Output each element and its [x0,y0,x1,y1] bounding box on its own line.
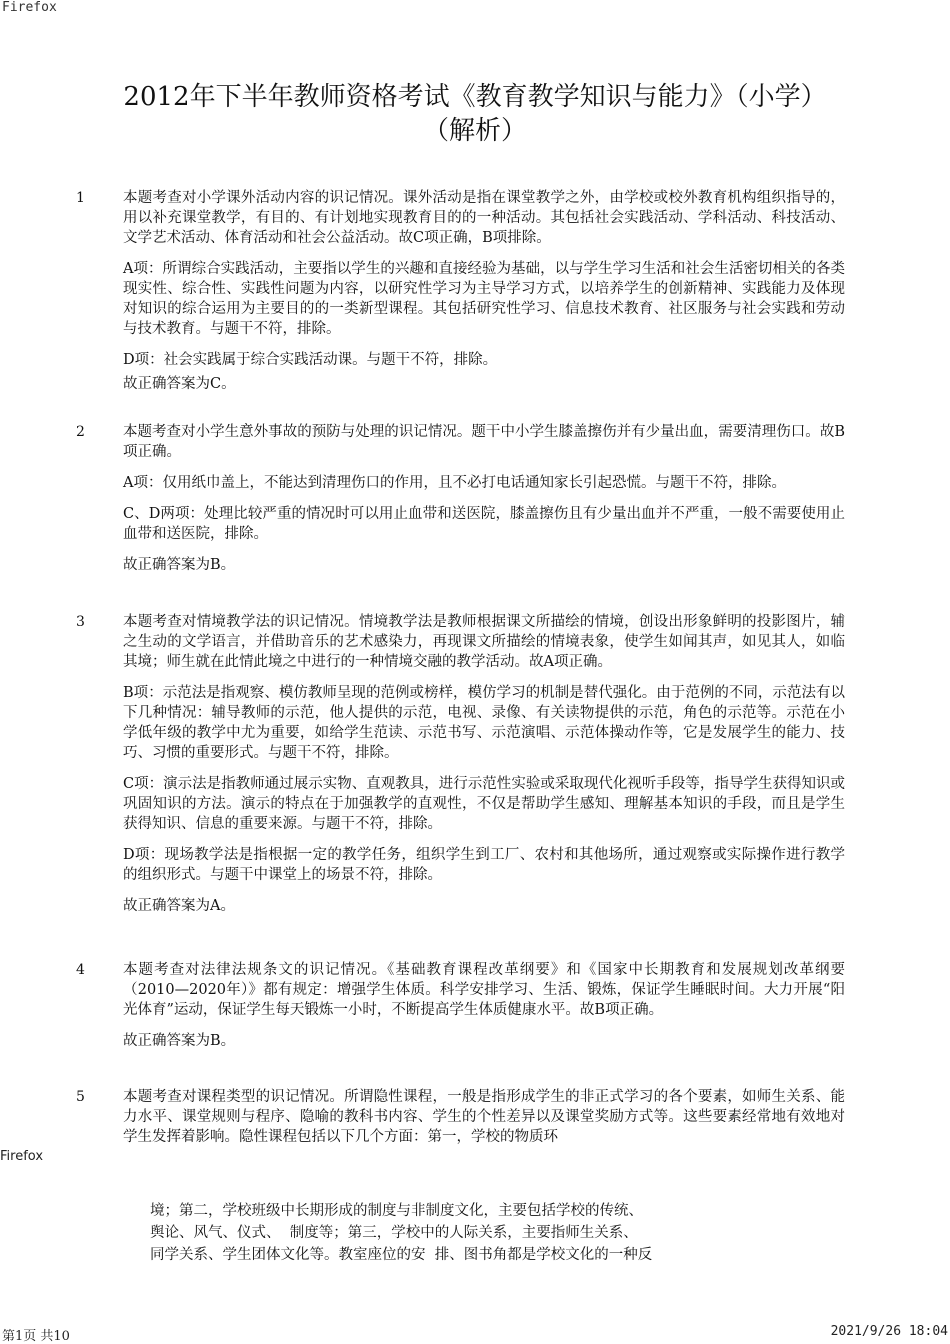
paragraph: A项：仅用纸巾盖上，不能达到清理伤口的作用，且不必打电话通知家长引起恐慌。与题干不符，排除。 [123,475,786,491]
paragraph: 本题考查对课程类型的识记情况。所谓隐性课程，一般是指形成学生的非正式学习的各个要素，如师生关系、能力水平、课堂规则与程序、隐喻的教科书内容、学生的个性差异以及课堂奖励方式等。这些要素经常地有效地对学生发挥着影响。隐性课程包括以下几个方面：第一，学校的物质环 [123,1089,845,1145]
question-body [123,960,845,1062]
title-line-2: （解析） [422,116,527,146]
title-line-1: 2012年下半年教师资格考试《教育教学知识与能力》（小学） [123,82,827,112]
continuation-line: 境；第二，学校班级中长期形成的制度与非制度文化，主要包括学校的传统、 [150,1203,643,1219]
browser-header-label: Firefox [0,1149,44,1164]
answer-line: 故正确答案为B。 [123,557,236,573]
paragraph: B项：示范法是指观察、模仿教师呈现的范例或榜样，模仿学习的机制是替代强化。由于范例的不同，示范法有以下几种情况：辅导教师的示范，他人提供的示范，电视、录像、有关读物提供的示范，角色的示范等。示范在小学低年级的教学中尤为重要，如给学生范读、示范书写、示范演唱、示范体操动作等，它是发展学生的能力、技巧、习惯的重要形式。与题干不符，排除。 [123,685,845,761]
paragraph: 本题考查对小学课外活动内容的识记情况。课外活动是指在课堂教学之外，由学校或校外教育机构组织指导的，用以补充课堂教学，有目的、有计划地实现教育目的的一种活动。其包括社会实践活动、学科活动、科技活动、文学艺术活动、体育活动和社会公益活动。故C项正确，B项排除。 [123,190,845,246]
continuation-text [150,1200,750,1266]
continuation-line: 同学关系、学生团体文化等。教室座位的安 排、图书角都是学校文化的一种反 [150,1247,653,1263]
print-datetime: 2021/9/26 18:04 [830,1324,948,1339]
question-body [123,422,845,586]
paragraph: C项：演示法是指教师通过展示实物、直观教具，进行示范性实验或采取现代化视听手段等，指导学生获得知识或巩固知识的方法。演示的特点在于加强教学的直观性，不仅是帮助学生感知、理解基本知识的手段，而且是学生获得知识、信息的重要来源。与题干不符，排除。 [123,776,845,832]
answer-line: 故正确答案为A。 [123,898,235,914]
answer-line: 故正确答案为C。 [123,376,236,392]
question-number: 2 [76,424,85,440]
continuation-line: 舆论、风气、仪式、 制度等；第三，学校中的人际关系，主要指师生关系、 [150,1225,638,1241]
question-body [123,188,845,405]
question-body [123,1087,845,1158]
question-number: 5 [76,1089,85,1105]
paragraph: 本题考查对小学生意外事故的预防与处理的识记情况。题干中小学生膝盖擦伤并有少量出血，需要清理伤口。故B项正确。 [123,424,845,460]
browser-header-label: Firefox [2,0,57,15]
paragraph: 本题考查对法律法规条文的识记情况。《基础教育课程改革纲要》和《国家中长期教育和发展规划改革纲要（2010—2020年）》都有规定：增强学生体质。科学安排学习、生活、锻炼，保证学生睡眠时间。大力开展“阳光体育”运动，保证学生每天锻炼一小时，不断提高学生体质健康水平。故B项正确。 [123,962,845,1018]
paragraph: D项：社会实践属于综合实践活动课。与题干不符，排除。 [123,352,498,368]
question-body [123,612,845,927]
paragraph: C、D两项：处理比较严重的情况时可以用止血带和送医院，膝盖擦伤且有少量出血并不严重，一般不需要使用止血带和送医院，排除。 [123,506,845,542]
page-counter: 第1页 共10 [2,1329,70,1344]
question-number: 3 [76,614,85,630]
question-number: 4 [76,962,85,978]
paragraph: D项：现场教学法是指根据一定的教学任务，组织学生到工厂、农村和其他场所，通过观察或实际操作进行教学的组织形式。与题干中课堂上的场景不符，排除。 [123,847,845,883]
paragraph: A项：所谓综合实践活动，主要指以学生的兴趣和直接经验为基础，以与学生学习生活和社会生活密切相关的各类现实性、综合性、实践性问题为内容，以研究性学习为主导学习方式，以培养学生的创新精神、实践能力及体现对知识的综合运用为主要目的的一类新型课程。其包括研究性学习、信息技术教育、社区服务与社会实践和劳动与技术教育。与题干不符，排除。 [123,261,845,337]
page-title [60,80,890,148]
question-number: 1 [76,190,85,206]
answer-line: 故正确答案为B。 [123,1033,236,1049]
paragraph: 本题考查对情境教学法的识记情况。情境教学法是教师根据课文所描绘的情境，创设出形象鲜明的投影图片，辅之生动的文学语言，并借助音乐的艺术感染力，再现课文所描绘的情境表象，使学生如闻其声，如见其人，如临其境；师生就在此情此境之中进行的一种情境交融的教学活动。故A项正确。 [123,614,845,670]
